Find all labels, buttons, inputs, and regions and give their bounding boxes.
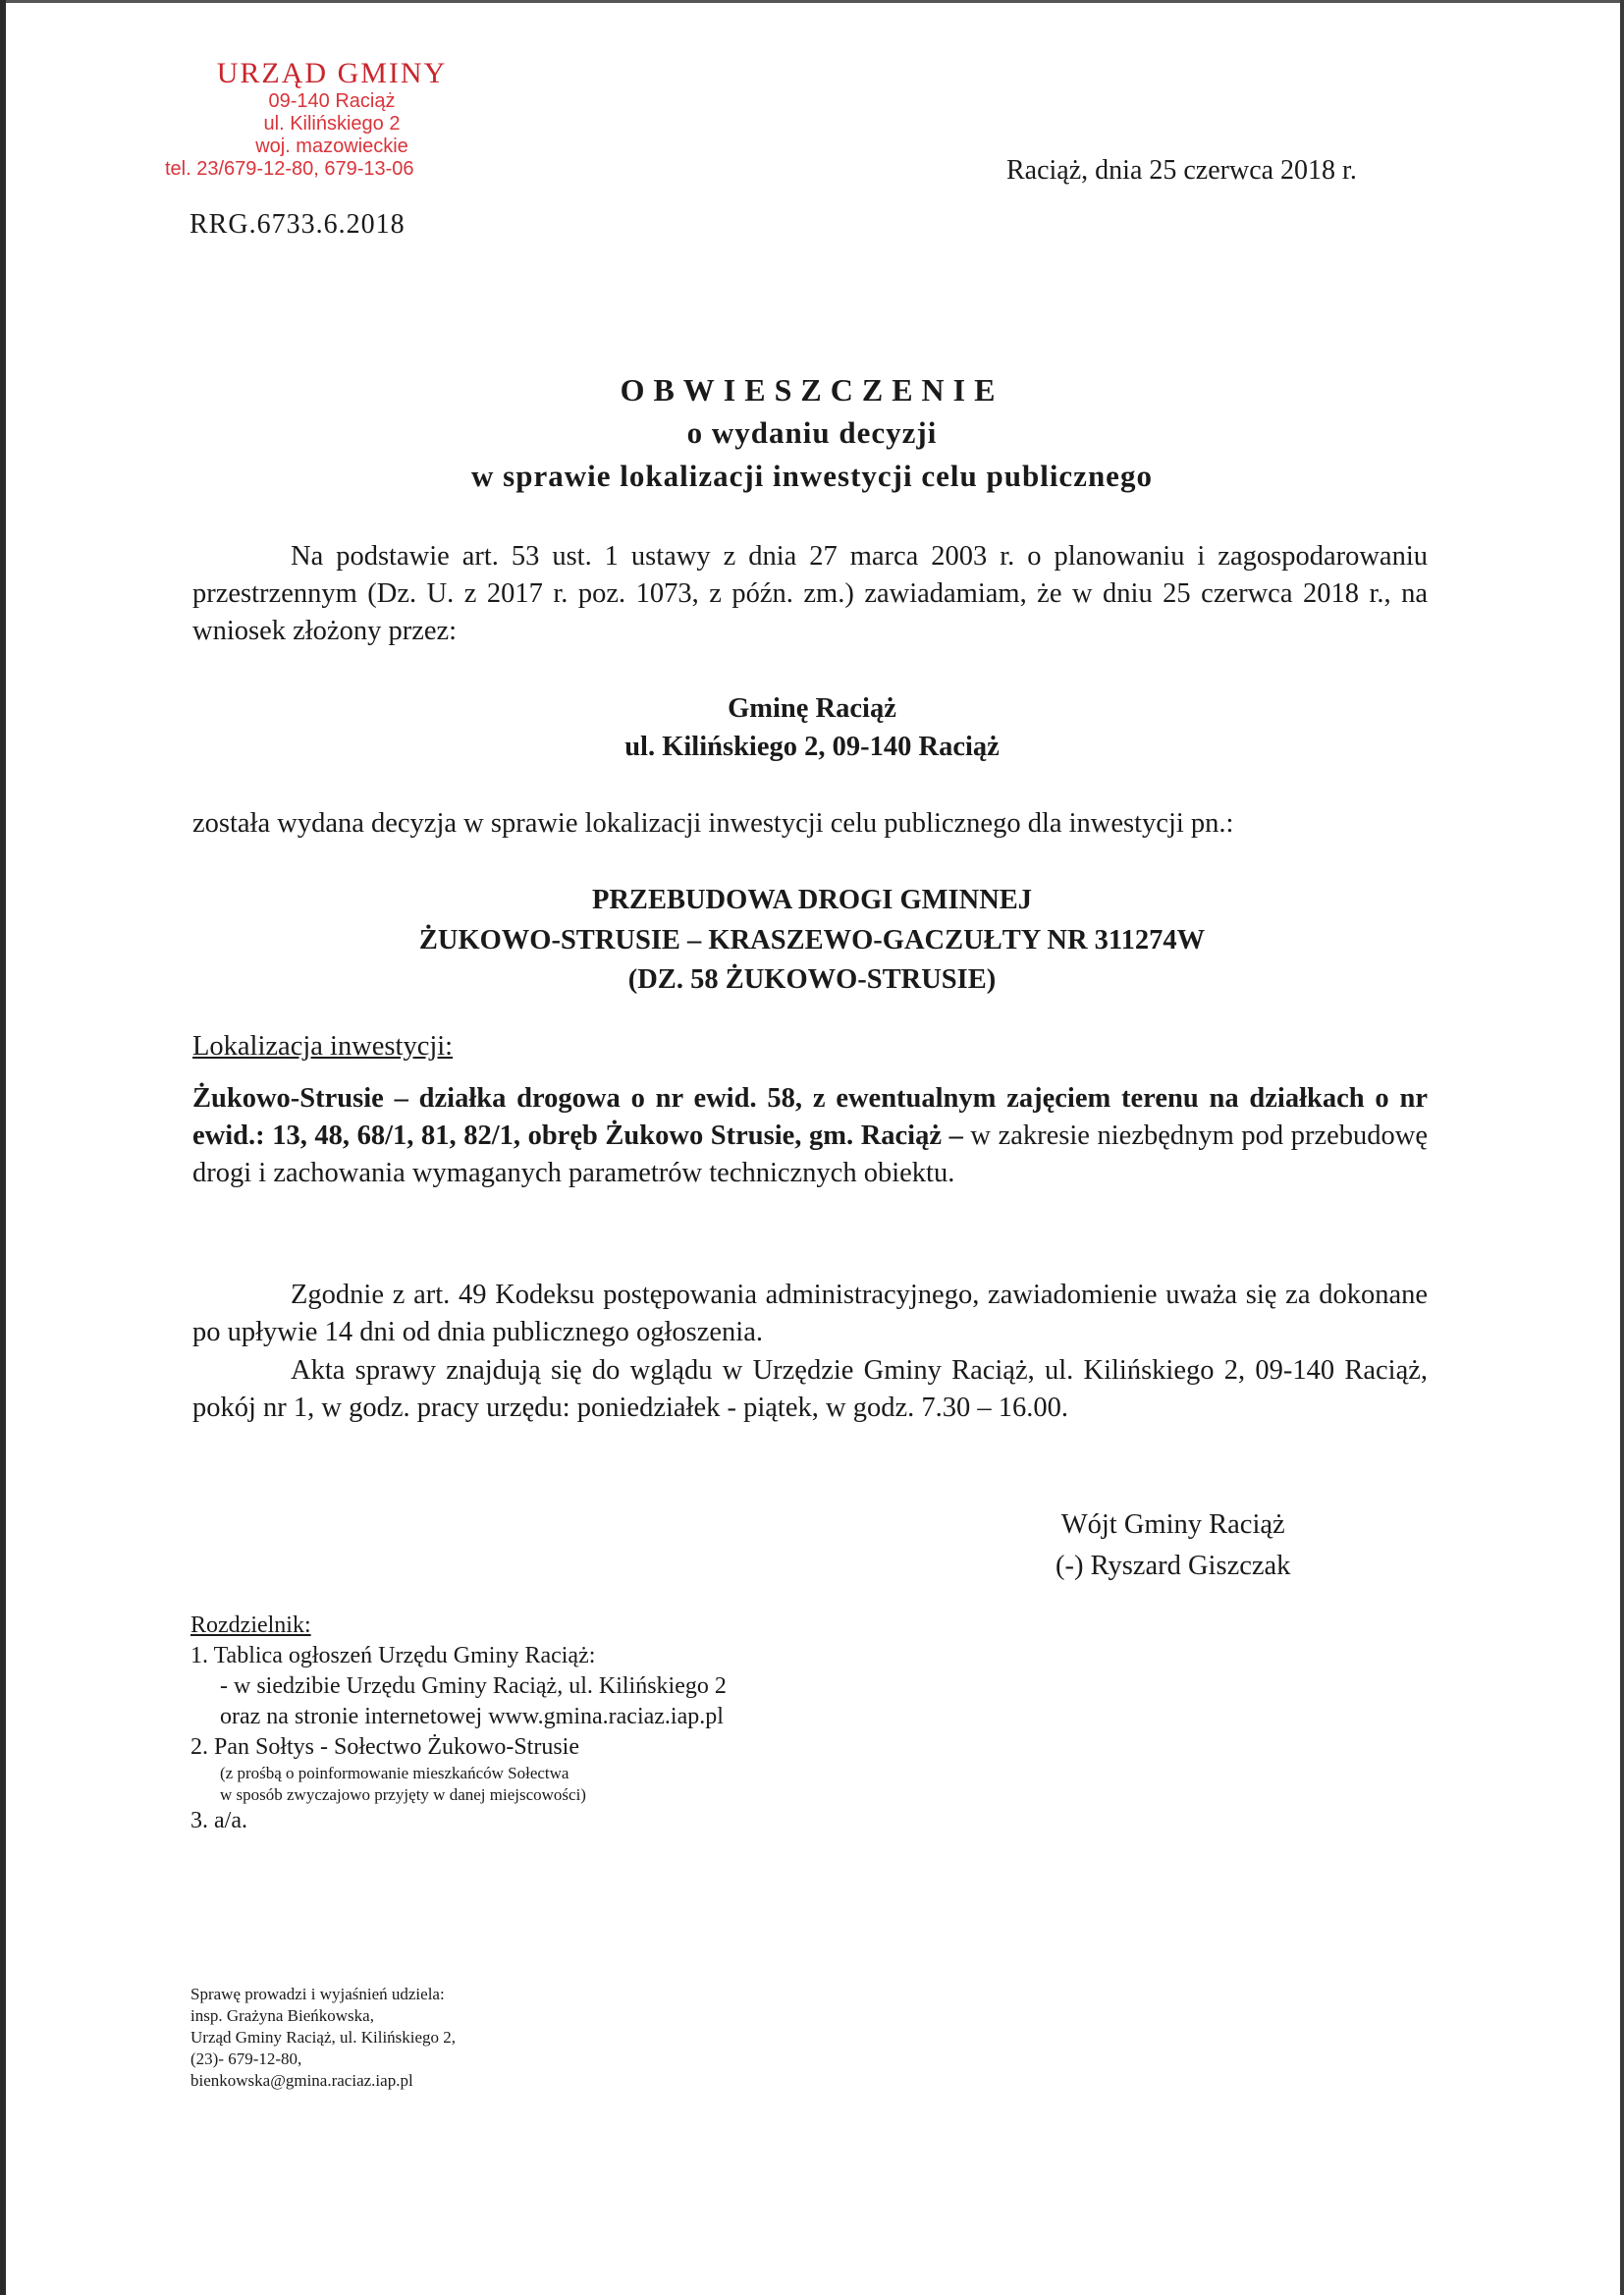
notice-paragraph-1: Zgodnie z art. 49 Kodeksu postępowania administracyjnego, zawiadomienie uważa się za dokonane po upływie 14 dni od dnia publicznego ogłoszenia.	[192, 1280, 1428, 1347]
location-label: Lokalizacja inwestycji:	[192, 1031, 454, 1062]
title-line3: w sprawie lokalizacji inwestycji celu publicznego	[471, 459, 1153, 493]
contact-line-3: Urząd Gminy Raciąż, ul. Kilińskiego 2,	[190, 2028, 457, 2047]
stamp-phone: tel. 23/679-12-80, 679-13-06	[165, 158, 414, 180]
scan-edge-right	[1620, 0, 1624, 2295]
distribution-item-1: 1. Tablica ogłoszeń Urzędu Gminy Raciąż:	[190, 1643, 596, 1668]
location-description	[192, 1080, 1428, 1192]
scan-edge-top	[0, 0, 1624, 3]
case-reference: RRG.6733.6.2018	[189, 209, 406, 240]
title-line2: o wydaniu decyzji	[686, 415, 938, 450]
location-bold-text: Żukowo-Strusie – działka drogowa o nr ewid. 58, z ewentualnym zajęciem terenu na działkach o nr ewid.: 13, 48, 68/1, 81, 82/1, obręb Żukowo Strusie, gm. Raciąż –	[192, 1083, 1428, 1151]
stamp-street: ul. Kilińskiego 2	[263, 113, 401, 135]
scan-edge-left	[0, 0, 6, 2295]
distribution-label: Rozdzielnik:	[190, 1612, 311, 1638]
distribution-item-2-note-1: (z prośbą o poinformowanie mieszkańców Sołectwa	[220, 1764, 569, 1782]
stamp-postal: 09-140 Raciąż	[268, 90, 396, 112]
stamp-region: woj. mazowieckie	[255, 136, 408, 157]
investment-line3: (DZ. 58 ŻUKOWO-STRUSIE)	[627, 964, 997, 995]
intro-paragraph: Na podstawie art. 53 ust. 1 ustawy z dnia 27 marca 2003 r. o planowaniu i zagospodarowaniu przestrzennym (Dz. U. z 2017 r. poz. 1073, z późn. zm.) zawiadamiam, że w dniu 25 czerwca 2018 r., na wniosek złożony przez:	[192, 541, 1428, 646]
notice-paragraph-2: Akta sprawy znajdują się do wglądu w Urzędzie Gminy Raciąż, ul. Kilińskiego 2, 09-140 Raciąż, pokój nr 1, w godz. pracy urzędu: poniedziałek - piątek, w godz. 7.30 – 16.00.	[192, 1355, 1428, 1423]
decision-paragraph: została wydana decyzja w sprawie lokalizacji inwestycji celu publicznego dla inwestycji pn.:	[192, 808, 1234, 839]
distribution-item-1-sub-2: oraz na stronie internetowej www.gmina.raciaz.iap.pl	[220, 1704, 724, 1729]
signature-name: (-) Ryszard Giszczak	[1056, 1551, 1291, 1581]
contact-line-1: Sprawę prowadzi i wyjaśnień udziela:	[190, 1985, 445, 2003]
contact-line-5: bienkowska@gmina.raciaz.iap.pl	[190, 2071, 413, 2090]
stamp-title: URZĄD GMINY	[216, 57, 448, 89]
distribution-item-2: 2. Pan Sołtys - Sołectwo Żukowo-Strusie	[190, 1734, 579, 1760]
investment-line2: ŻUKOWO-STRUSIE – KRASZEWO-GACZUŁTY NR 311274W	[418, 925, 1206, 956]
applicant-name: Gminę Raciąż	[728, 693, 896, 724]
document-title	[0, 368, 1624, 498]
distribution-item-3: 3. a/a.	[190, 1808, 247, 1833]
investment-line1: PRZEBUDOWA DROGI GMINNEJ	[591, 885, 1033, 915]
contact-line-4: (23)- 679-12-80,	[190, 2049, 302, 2068]
distribution-item-1-sub-1: - w siedzibie Urzędu Gminy Raciąż, ul. Kilińskiego 2	[220, 1673, 727, 1699]
signature-block	[1056, 1504, 1290, 1587]
signature-title: Wójt Gminy Raciąż	[1060, 1509, 1285, 1540]
document-date: Raciąż, dnia 25 czerwca 2018 r.	[1006, 155, 1357, 186]
office-stamp	[165, 57, 499, 181]
distribution-list	[190, 1611, 878, 1836]
distribution-item-2-note-2: w sposób zwyczajowo przyjęty w danej miejscowości)	[220, 1785, 586, 1804]
title-main: OBWIESZCZENIE	[620, 372, 1004, 408]
contact-line-2: insp. Grażyna Bieńkowska,	[190, 2006, 374, 2025]
contact-info	[190, 1984, 780, 2092]
location-normal-text: w zakresie niezbędnym pod przebudowę drogi i zachowania wymaganych parametrów technicznych obiektu.	[192, 1120, 1428, 1188]
applicant-address: ul. Kilińskiego 2, 09-140 Raciąż	[624, 732, 1000, 762]
